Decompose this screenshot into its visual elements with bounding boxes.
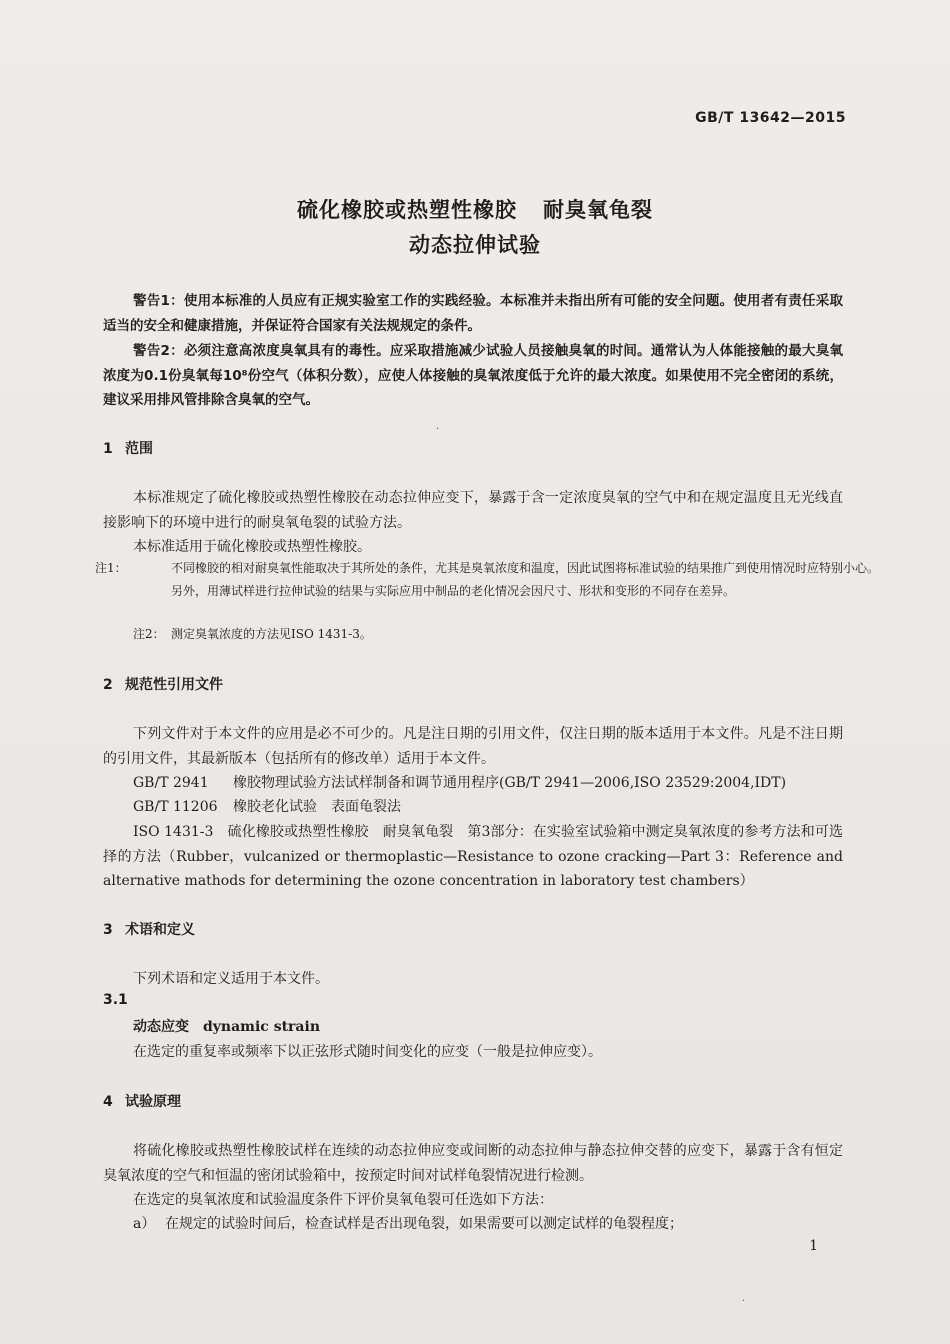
term-name [133, 1016, 320, 1036]
warning-1: 警告1：使用本标准的人员应有正规实验室工作的实践经验。本标准并未指出所有可能的安全问题。使用者有责任采取适当的安全和健康措施，并保证符合国家有关法规规定的条件。 [103, 293, 843, 334]
note-1-label: 注1： [95, 561, 127, 575]
term-number: 3.1 [103, 992, 128, 1008]
list-item-a-marker: a） [133, 1216, 156, 1232]
term-name-cn: 动态应变 [133, 1019, 189, 1035]
reference-2-code: GB/T 11206 [133, 799, 218, 815]
note-2-label: 注2： [133, 627, 165, 641]
page-number: 1 [809, 1238, 818, 1254]
scan-mark: · [742, 1296, 746, 1307]
section-3-title: 术语和定义 [125, 922, 195, 938]
section-4-para-2: 在选定的臭氧浓度和试验温度条件下评价臭氧龟裂可任选如下方法： [133, 1192, 553, 1208]
note-2-text: 测定臭氧浓度的方法见ISO 1431-3。 [171, 627, 372, 641]
reference-2 [133, 795, 401, 820]
section-4-number: 4 [103, 1094, 113, 1110]
scan-mark: · [436, 424, 440, 435]
note-2 [133, 623, 845, 646]
section-4-heading [103, 1091, 181, 1111]
document-title-line1 [0, 194, 950, 224]
section-1-para-1: 本标准规定了硫化橡胶或热塑性橡胶在动态拉伸应变下，暴露于含一定浓度臭氧的空气中和在规定温度且无光线直接影响下的环境中进行的耐臭氧龟裂的试验方法。 [103, 490, 843, 531]
title-part1: 硫化橡胶或热塑性橡胶 [297, 198, 517, 222]
title-part2: 耐臭氧龟裂 [543, 198, 653, 222]
term-name-en: dynamic strain [203, 1019, 320, 1035]
list-item-a [133, 1212, 843, 1237]
reference-1-text: 橡胶物理试验方法试样制备和调节通用程序(GB/T 2941—2006,ISO 23529:2004,IDT) [233, 775, 787, 791]
section-4-title: 试验原理 [125, 1094, 181, 1110]
reference-1 [133, 771, 786, 796]
note-1-text: 不同橡胶的相对耐臭氧性能取决于其所处的条件，尤其是臭氧浓度和温度，因此试图将标准试验的结果推广到使用情况时应特别小心。另外，用薄试样进行拉伸试验的结果与实际应用中制品的老化情况会因尺寸、形状和变形的不同存在差异。 [171, 561, 880, 598]
section-3-heading [103, 919, 195, 939]
warning-2: 警告2：必须注意高浓度臭氧具有的毒性。应采取措施减少试验人员接触臭氧的时间。通常认为人体能接触的最大臭氧浓度为0.1份臭氧每10⁸份空气（体积分数），应使人体接触的臭氧浓度低于允许的最大浓度。如果使用不完全密闭的系统，建议采用排风管排除含臭氧的空气。 [103, 343, 843, 408]
list-item-a-text: 在规定的试验时间后，检查试样是否出现龟裂，如果需要可以测定试样的龟裂程度； [165, 1216, 683, 1232]
note-1 [95, 557, 883, 603]
section-1-para-2: 本标准适用于硫化橡胶或热塑性橡胶。 [133, 539, 371, 555]
section-2-intro: 下列文件对于本文件的应用是必不可少的。凡是注日期的引用文件，仅注日期的版本适用于本文件。凡是不注日期的引用文件，其最新版本（包括所有的修改单）适用于本文件。 [103, 726, 843, 767]
section-2-heading [103, 674, 223, 694]
standard-number: GB/T 13642—2015 [695, 110, 846, 126]
section-1-title: 范围 [125, 441, 153, 457]
section-3-number: 3 [103, 922, 113, 938]
section-2-number: 2 [103, 677, 113, 693]
term-definition: 在选定的重复率或频率下以正弦形式随时间变化的应变（一般是拉伸应变）。 [133, 1044, 602, 1060]
section-1-heading [103, 438, 153, 458]
reference-2-text: 橡胶老化试验 表面龟裂法 [233, 799, 401, 815]
section-3-intro: 下列术语和定义适用于本文件。 [133, 971, 329, 987]
reference-3: ISO 1431-3 硫化橡胶或热塑性橡胶 耐臭氧龟裂 第3部分：在实验室试验箱中测定臭氧浓度的参考方法和可选择的方法（Rubber，vulcanized or thermoplastic—Resistance to ozone cracking—Part 3：Reference and alternative mathods for determining the ozone concentration in laboratory test chambers） [103, 824, 843, 889]
section-4-para-1: 将硫化橡胶或热塑性橡胶试样在连续的动态拉伸应变或间断的动态拉伸与静态拉伸交替的应变下，暴露于含有恒定臭氧浓度的空气和恒温的密闭试验箱中，按预定时间对试样龟裂情况进行检测。 [103, 1143, 843, 1184]
reference-1-code: GB/T 2941 [133, 775, 209, 791]
document-title-line2: 动态拉伸试验 [409, 233, 541, 257]
section-2-title: 规范性引用文件 [125, 677, 223, 693]
section-1-number: 1 [103, 441, 113, 457]
